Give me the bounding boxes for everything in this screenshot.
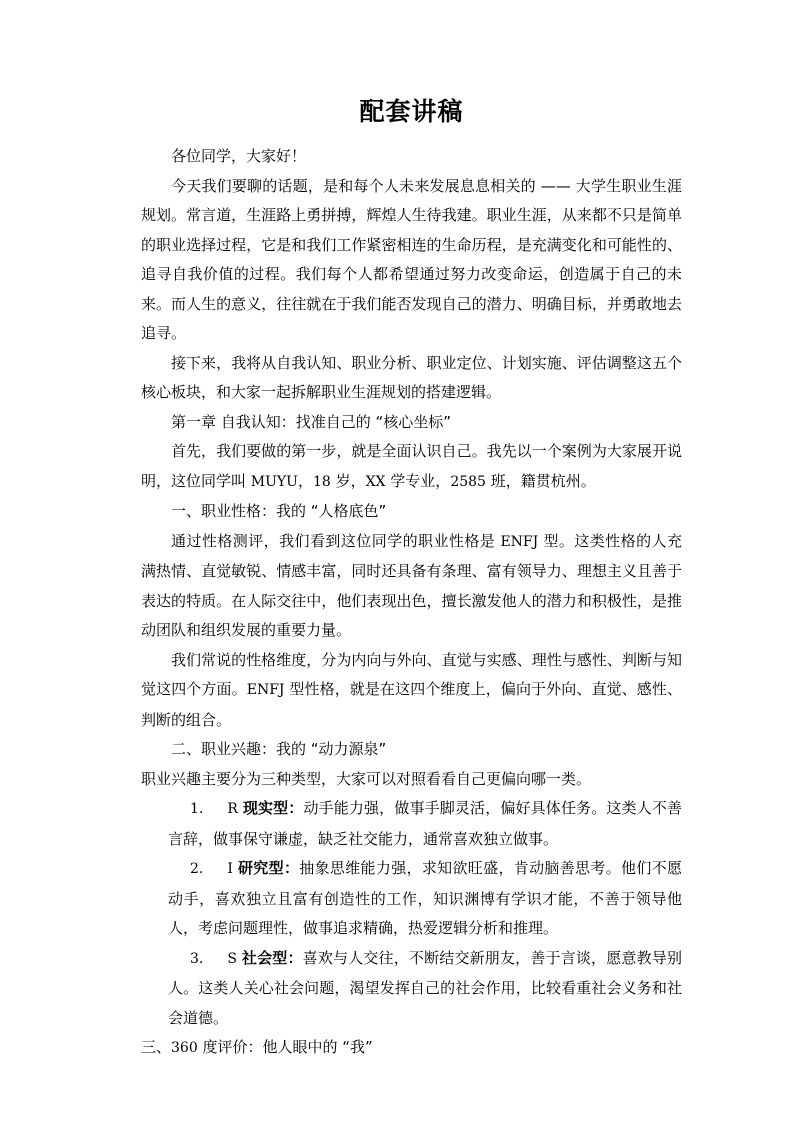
list-item xyxy=(141,794,682,854)
list-item-colon: ： xyxy=(287,948,303,967)
list-item-body: 动手能力强，做事手脚灵活，偏好具体任务。这类人不善言辞，做事保守谦虚，缺乏社交能力，通常喜欢独立做事。 xyxy=(168,799,682,848)
case-student-age: 18 xyxy=(312,473,331,490)
personality-type-code: ENFJ xyxy=(500,533,539,550)
outline-text: 接下来，我将从自我认知、职业分析、职业定位、计划实施、评估调整这五个核心板块，和大家一起拆解职业生涯规划的搭建逻辑。 xyxy=(141,353,682,401)
dimensions-lead: 我们常说的性格维度，分为内向与外向、直觉与实感、理性与感性、判断与知觉这四个方面。 xyxy=(141,650,682,698)
heading-section-1 xyxy=(141,497,682,527)
paragraph-personality xyxy=(141,527,682,646)
list-item-code: R xyxy=(227,801,238,817)
case-student-class: 2585 xyxy=(450,473,486,490)
paragraph-outline xyxy=(141,349,682,408)
section-1-heading-text: 一、职业性格：我的 “人格底色” xyxy=(171,502,387,520)
interest-intro-text: 职业兴趣主要分为三种类型，大家可以对照看看自己更偏向哪一类。 xyxy=(141,769,592,788)
case-intro-sep-1: ， xyxy=(297,471,313,490)
section-3-number: 360 xyxy=(171,1040,198,1056)
paragraph-interest-intro xyxy=(141,765,682,795)
page-title: 配套讲稿 xyxy=(359,97,464,126)
case-student-name: MUYU xyxy=(250,473,298,490)
chapter-1-heading-text: 第一章 自我认知：找准自己的 “核心坐标” xyxy=(171,412,452,431)
list-item xyxy=(141,944,682,1034)
case-student-major-code: XX xyxy=(365,473,386,490)
list-item xyxy=(141,854,682,944)
list-item-number: 2. xyxy=(190,861,204,877)
list-item-number: 1. xyxy=(190,801,204,817)
paragraph-intro xyxy=(141,172,682,349)
list-item-type-label: 研究型 xyxy=(237,859,284,877)
section-3-heading-rest: 度评价：他人眼中的 “我” xyxy=(197,1038,373,1056)
list-item-colon: ： xyxy=(288,799,304,817)
personality-rest: 型。这类性格的人充满热情、直觉敏锐、情感丰富，同时还具备有条理、富有领导力、理想主义且善于表达的特质。在人际交往中，他们表现出色，擅长激发他人的潜力和积极性，是推动团队和组织发展的重要力量。 xyxy=(141,531,682,639)
case-intro-sep-4: 班，籍贯杭州。 xyxy=(485,471,596,490)
list-item-code: I xyxy=(227,861,233,877)
dimensions-rest: 型性格，就是在这四个维度上，偏向于外向、直觉、感性、判断的组合。 xyxy=(141,680,682,729)
title-spacer xyxy=(141,128,682,142)
dimensions-type-code: ENFJ xyxy=(246,682,285,698)
personality-lead: 通过性格测评，我们看到这位同学的职业性格是 xyxy=(171,531,501,550)
list-item-number: 3. xyxy=(190,950,204,967)
document-body xyxy=(141,0,682,1064)
section-2-heading-text: 二、职业兴趣：我的 “动力源泉” xyxy=(171,740,387,758)
heading-chapter-1 xyxy=(141,408,682,438)
section-3-heading-lead: 三、 xyxy=(141,1038,172,1056)
heading-section-2 xyxy=(141,735,682,765)
paragraph-dimensions xyxy=(141,646,682,736)
list-item-code: S xyxy=(227,950,237,967)
case-intro-lead: 首先，我们要做的第一步，就是全面认识自己。我先以一个案例为大家展开说明，这位同学叫 xyxy=(141,442,682,490)
intro-text: 今天我们要聊的话题，是和每个人未来发展息息相关的 —— 大学生职业生涯规划。常言道，生涯路上勇拼搏，辉煌人生待我建。职业生涯，从来都不只是简单的职业选择过程，它是和我们工作紧密相连的生命历程，是充满变化和可能性的、追寻自我价值的过程。我们每个人都希望通过努力改变命运，创造属于自己的未来。而人生的意义，往往就在于我们能否发现自己的潜力、明确目标，并勇敢地去追寻。 xyxy=(141,176,682,342)
list-item-body: 喜欢与人交往，不断结交新朋友，善于言谈，愿意教导别人。这类人关心社会问题，渴望发挥自己的社会作用，比较看重社会义务和社会道德。 xyxy=(168,948,682,1027)
case-intro-sep-3: 学专业， xyxy=(385,471,451,490)
case-intro-sep-2: 岁， xyxy=(330,471,366,490)
paragraph-case-intro xyxy=(141,437,682,497)
list-item-body: 抽象思维能力强，求知欲旺盛，肯动脑善思考。他们不愿动手，喜欢独立且富有创造性的工作，知识渊博有学识才能，不善于领导他人，考虑问题理性，做事追求精确，热爱逻辑分析和推理。 xyxy=(168,859,682,937)
heading-section-3 xyxy=(141,1033,682,1064)
list-item-colon: ： xyxy=(283,859,300,877)
list-item-type-label: 现实型 xyxy=(242,799,289,817)
greeting-text: 各位同学，大家好！ xyxy=(171,147,307,165)
paragraph-greeting xyxy=(141,142,682,172)
list-item-type-label: 社会型 xyxy=(241,948,288,967)
